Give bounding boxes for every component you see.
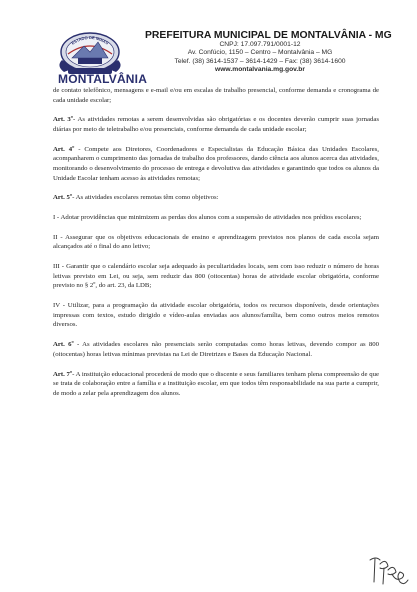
article-3 — [53, 115, 379, 134]
article-label: Art. 3º — [53, 116, 74, 124]
objective-ii: II - Assegurar que os objetivos educacionais de ensino e aprendizagem previstos nos planos de cada escola sejam alcançados até o final do ano letivo; — [53, 233, 379, 251]
article-text: - As atividades remotas a serem desenvolvidas são obrigatórias e os docentes deverão cumprir suas jornadas diárias por meio de teletrabalho e/ou presenciais, conforme demanda de cada unidade escolar; — [53, 116, 379, 133]
article-5 — [53, 193, 379, 203]
article-text: - As atividades escolares remotas têm como objetivos: — [72, 194, 219, 202]
svg-text:ESTADO DE MINAS — [71, 35, 110, 46]
article-text: - Compete aos Diretores, Coordenadores e Especialistas da Educação Básica das Unidades Escolares, acompanharem o cumprimento das jornadas de trabalho dos professores, dando ciência aos alunos acerca das atividades, monitorando o desenvolvimento do processo de entrega e devolutiva das atividades e garantindo que todos os alunos da Unidade Escolar tenham acesso às atividades remotas; — [53, 145, 379, 182]
letterhead — [0, 0, 417, 84]
institution-title: PREFEITURA MUNICIPAL DE MONTALVÂNIA - MG — [145, 30, 392, 41]
article-4 — [53, 145, 379, 183]
seal-town-name: MONTALVÂNIA — [58, 72, 148, 86]
website-link[interactable]: www.montalvania.mg.gov.br — [215, 66, 305, 74]
phone-line: Telef. (38) 3614-1537 – 3614-1429 – Fax: (38) 3614-1600 — [174, 57, 346, 65]
article-label: Art. 6º — [53, 341, 74, 349]
address-line: Av. Confúcio, 1150 – Centro – Montalvânia – MG — [187, 49, 333, 57]
signature-initials-icon — [366, 552, 410, 588]
objective-iv: IV - Utilizar, para a programação da atividade escolar obrigatória, todos os recursos disponíveis, desde orientações impressas com textos, estudo dirigido e vídeo-aulas enviadas aos alunos/família, bem como outros meios remotos diversos. — [53, 302, 379, 329]
article-label: Art. 5º — [53, 194, 73, 202]
article-label: Art. 4º — [53, 145, 75, 153]
letterhead-info — [145, 30, 392, 75]
seal-top-text: ESTADO DE MINAS — [70, 34, 110, 46]
cnpj-line: CNPJ: 17.097.791/0001-12 — [219, 41, 301, 48]
article-7 — [53, 370, 379, 399]
article-text: - As atividades escolares não presenciais serão computadas como horas letivas, devendo compor as 800 (oitocentas) horas letivas mínimas previstas na Lei de Diretrizes e Bases da Educação Nacional. — [53, 341, 379, 358]
article-6 — [53, 340, 379, 359]
article-label: Art. 7º — [53, 370, 73, 378]
article-text: - A instituição educacional procederá de modo que o discente e seus familiares tenham plena compreensão de que se trata de colaboração entre a família e a instituição escolar, em que todos têm responsabilidade na sua parte a cumprir, de modo a zelar pela aprendizagem dos alunos. — [53, 370, 379, 397]
objective-i: I - Adotar providências que minimizem as perdas dos alunos com a suspensão de atividades nos prédios escolares; — [53, 214, 362, 222]
document-body — [53, 86, 379, 409]
paragraph-continuation: de contato telefônico, mensagens e e-mail e/ou em escalas de trabalho presencial, conforme demanda e cronograma de cada unidade escolar; — [53, 87, 379, 104]
objective-iii: III - Garantir que o calendário escolar seja adequado às peculiaridades locais, sem com isso reduzir o número de horas letivas previsto em Lei, ou seja, sem reduzir das 800 (oitocentas) horas de atividade escolar obrigatória, conforme previsto no § 2º, do art. 23, da LDB; — [53, 263, 379, 290]
